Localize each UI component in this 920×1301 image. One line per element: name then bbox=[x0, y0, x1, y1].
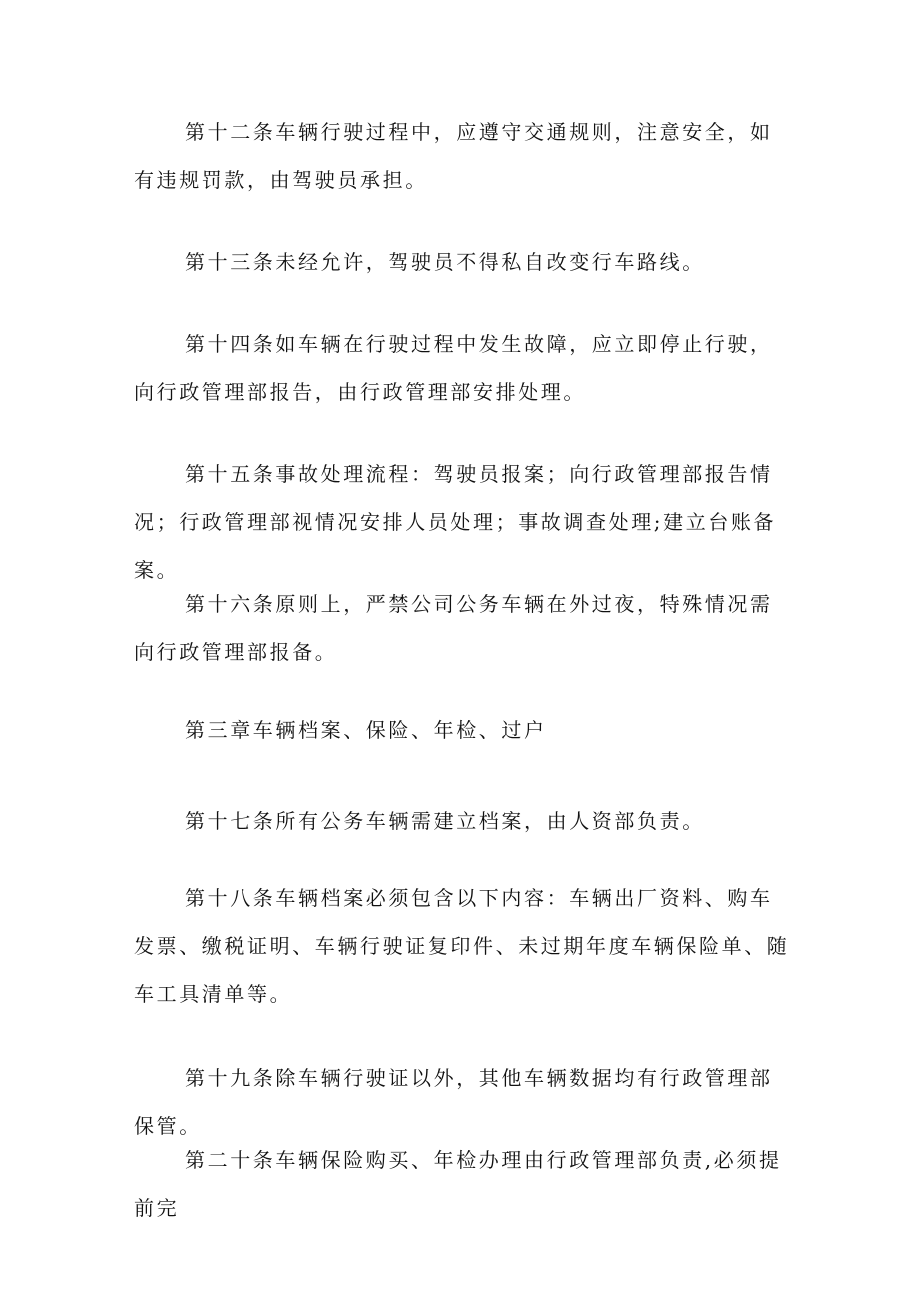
article-20: 第二十条车辆保险购买、年检办理由行政管理部负责,必须提前完 bbox=[134, 1148, 782, 1220]
article-12: 第十二条车辆行驶过程中，应遵守交通规则，注意安全，如有违规罚款，由驾驶员承担。 bbox=[134, 120, 773, 192]
article-18: 第十八条车辆档案必须包含以下内容：车辆出厂资料、购车发票、缴税证明、车辆行驶证复印件、未过期年度车辆保险单、随车工具清单等。 bbox=[134, 886, 790, 1006]
article-17: 第十七条所有公务车辆需建立档案，由人资部负责。 bbox=[185, 809, 705, 833]
article-15: 第十五条事故处理流程：驾驶员报案；向行政管理部报告情况；行政管理部视情况安排人员处理；事故调查处理;建立台账备案。 bbox=[134, 462, 777, 582]
article-14: 第十四条如车辆在行驶过程中发生故障，应立即停止行驶，向行政管理部报告，由行政管理部安排处理。 bbox=[134, 332, 773, 404]
chapter-3-heading: 第三章车辆档案、保险、年检、过户 bbox=[185, 718, 547, 742]
article-13: 第十三条未经允许，驾驶员不得私自改变行车路线。 bbox=[185, 250, 705, 274]
article-19: 第十九条除车辆行驶证以外，其他车辆数据均有行政管理部保管。 bbox=[134, 1066, 773, 1138]
article-16: 第十六条原则上，严禁公司公务车辆在外过夜，特殊情况需向行政管理部报备。 bbox=[134, 592, 773, 664]
